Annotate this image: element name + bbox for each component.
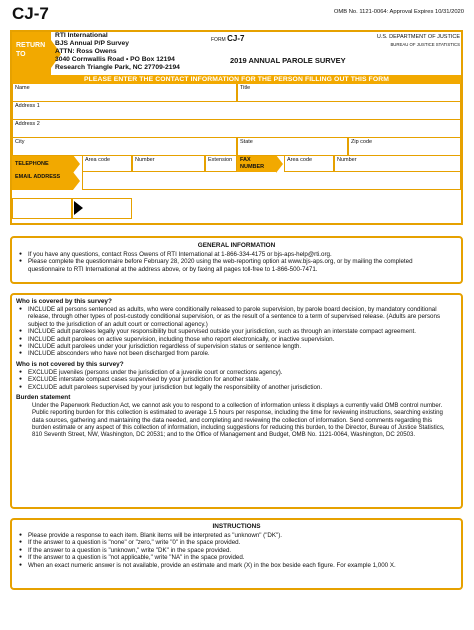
general-information-title: GENERAL INFORMATION: [197, 242, 276, 249]
return-to-label: RETURN TO: [12, 32, 51, 76]
survey-title: 2019 ANNUAL PAROLE SURVEY: [230, 56, 346, 65]
id-arrow-icon: [74, 201, 83, 215]
burden-heading: Burden statement: [16, 394, 71, 402]
fax-area-code-field[interactable]: [284, 156, 334, 172]
phone-number-field[interactable]: [132, 156, 205, 172]
general-bullet: ● Please complete the questionnaire before February 28, 2020 using the web-reporting option at www.bjs-aps.org, or by mailing the completed questionnaire to RTI International at the address above, or by faxing all pages toll-free to 1-866-500-7471.: [12, 258, 461, 273]
city-field[interactable]: [12, 138, 237, 156]
city-label: City: [15, 139, 25, 145]
include-bullet: ● INCLUDE adult parolees on active supervision, including those who report electronically, or inactive supervision.: [12, 336, 449, 343]
department-name: U.S. DEPARTMENT OF JUSTICE: [376, 34, 460, 40]
instructions-title: INSTRUCTIONS: [212, 523, 261, 530]
include-bullet: ● INCLUDE adult parolees under your jurisdiction regardless of supervision status or sentence length.: [12, 343, 449, 350]
include-bullet: ● INCLUDE absconders who have not been discharged from parole.: [12, 350, 449, 357]
covered-heading: Who is covered by this survey?: [16, 298, 112, 305]
fax-number-label: Number: [337, 157, 357, 163]
phone-area-code-field[interactable]: [82, 156, 132, 172]
form-id-title: CJ-7: [12, 4, 49, 23]
zip-label: Zip code: [351, 139, 373, 145]
exclude-bullet: ● EXCLUDE interstate compact cases supervised by your jurisdiction for another state.: [12, 376, 449, 383]
general-information-panel: [10, 236, 463, 284]
phone-extension-label: Extension: [208, 157, 233, 163]
respondent-id-box[interactable]: [12, 198, 72, 219]
address2-label: Address 2: [15, 121, 40, 127]
form-label: FORM: [211, 37, 226, 43]
exclude-bullet: ● EXCLUDE adult parolees supervised by your jurisdiction but legally the responsibility of another jurisdiction.: [12, 384, 449, 391]
include-bullet: ● INCLUDE adult parolees legally your responsibility but supervised outside your jurisdiction, such as through an interstate compact agreement.: [12, 328, 449, 335]
instruction-bullet: ● If the answer to a question is "not applicable," write "NA" in the space provided.: [12, 554, 449, 561]
instruction-bullet: ● When an exact numeric answer is not available, provide an estimate and mark (X) in the box beside each figure. For example 1,000 X.: [12, 562, 449, 569]
phone-number-label: Number: [135, 157, 155, 163]
not-covered-heading: Who is not covered by this survey?: [16, 360, 124, 368]
address-line: RTI International: [55, 32, 108, 39]
email-arrow-icon: [73, 172, 80, 190]
address-line: BJS Annual P/P Survey: [55, 40, 129, 47]
burden-statement: Under the Paperwork Reduction Act, we cannot ask you to respond to a collection of information unless it displays a currently valid OMB control number. Public reporting burden for this collection is estimated to average 1.5 hours per response, including the time for reviewing instructions, searching existing data sources, gathering and maintaining the data needed, and completing and reviewing the collection of information. Send comments regarding this burden estimate or any aspect of this collection of information, including suggestions for reducing this burden, to the Director, Bureau of Justice Statistics, 810 Seventh Street, NW, Washington, DC 20531; and to the Office of Management and Budget, OMB No. 1121-0064, Washington, DC 20503.: [32, 402, 445, 439]
general-bullet: ● If you have any questions, contact Ross Owens of RTI International at 1-866-334-4175 or bjs-aps-help@rti.org.: [12, 251, 461, 258]
telephone-label: TELEPHONE: [12, 156, 73, 172]
instruction-bullet: ● If the answer to a question is "unknown," write "DK" in the space provided.: [12, 547, 449, 554]
telephone-arrow-icon: [73, 155, 80, 173]
include-bullet: ● INCLUDE all persons sentenced as adults, who were conditionally released to parole supervision, by parole board decision, by mandatory conditional release, through other types of post-custody conditional supervision, or as the result of a sentence to a term of supervised release. (Adults are persons subject to the jurisdiction of an adult court or correctional agency.): [12, 306, 449, 328]
form-code-value: CJ-7: [227, 34, 245, 43]
fax-number-field[interactable]: [334, 156, 461, 172]
email-label: EMAIL ADDRESS: [12, 172, 73, 190]
phone-extension-field[interactable]: [205, 156, 237, 172]
return-address: [55, 32, 180, 72]
contact-banner: PLEASE ENTER THE CONTACT INFORMATION FOR THE PERSON FILLING OUT THIS FORM: [12, 75, 461, 84]
fax-arrow-icon: [276, 155, 283, 173]
state-field[interactable]: [237, 138, 348, 156]
zip-field[interactable]: [348, 138, 461, 156]
instruction-bullet: ● Please provide a response to each item. Blank items will be interpreted as "unknown" ("DK").: [12, 532, 449, 539]
name-field[interactable]: [12, 84, 237, 102]
address1-field[interactable]: [12, 102, 461, 120]
form-code: [211, 34, 244, 43]
title-label: Title: [240, 85, 251, 91]
email-field[interactable]: [82, 172, 461, 190]
address-line: Research Triangle Park, NC 27709-2194: [55, 64, 180, 71]
address1-label: Address 1: [15, 103, 40, 109]
address-line: 3040 Cornwallis Road • PO Box 12194: [55, 56, 175, 63]
name-label: Name: [15, 85, 30, 91]
instruction-bullet: ● If the answer to a question is "none" or "zero," write "0" in the space provided.: [12, 539, 449, 546]
coverage-panel: [10, 293, 463, 509]
state-label: State: [240, 139, 253, 145]
phone-area-code-label: Area code: [85, 157, 111, 163]
fax-area-code-label: Area code: [287, 157, 313, 163]
instructions-panel: [10, 518, 463, 590]
exclude-bullet: ● EXCLUDE juveniles (persons under the jurisdiction of a juvenile court or corrections agency).: [12, 369, 449, 376]
address2-field[interactable]: [12, 120, 461, 138]
omb-approval: OMB No. 1121-0064: Approval Expires 10/31/2020: [333, 9, 464, 15]
title-field[interactable]: [237, 84, 461, 102]
agency-block: [377, 34, 460, 48]
address-line: ATTN: Ross Owens: [55, 48, 117, 55]
fax-label: FAX NUMBER: [237, 156, 276, 172]
bureau-name: BUREAU OF JUSTICE STATISTICS: [390, 42, 460, 47]
